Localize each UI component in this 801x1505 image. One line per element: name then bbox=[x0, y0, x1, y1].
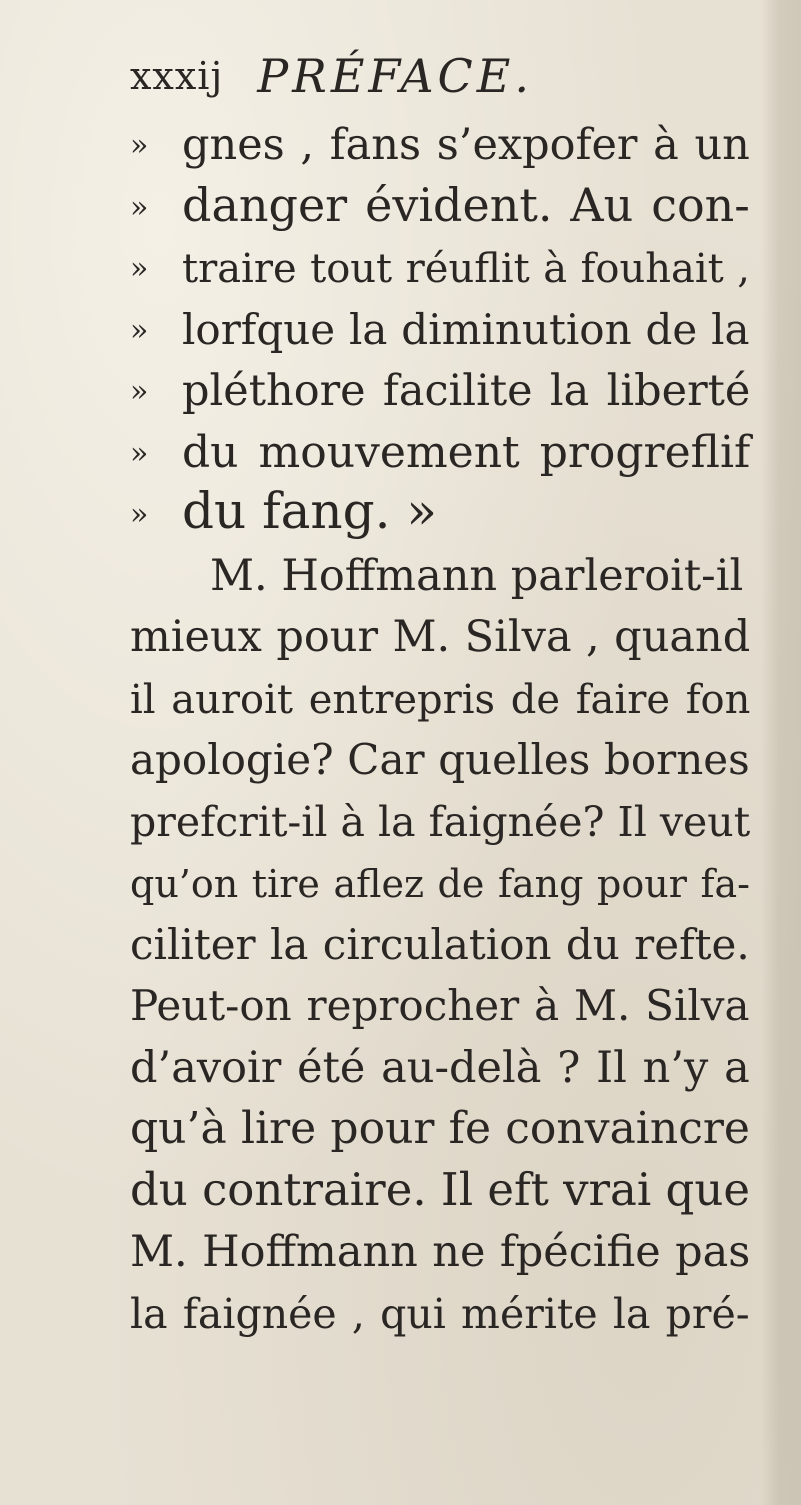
line-text: ciliter la circulation du refte. bbox=[130, 919, 750, 969]
text-line bbox=[130, 174, 750, 236]
line-text: lorfque la diminution de la bbox=[182, 304, 750, 354]
quote-mark: » bbox=[130, 128, 149, 164]
text-line bbox=[130, 604, 750, 666]
line-text: d’avoir été au-delà ? Il n’y a bbox=[130, 1042, 750, 1093]
line-text: la faignée , qui mérite la pré- bbox=[130, 1289, 750, 1338]
line-text: du contraire. Il eft vrai que bbox=[130, 1162, 750, 1216]
line-text: mieux pour M. Silva , quand bbox=[130, 612, 751, 662]
text-line bbox=[130, 358, 750, 420]
text-line bbox=[130, 973, 750, 1035]
quote-mark: » bbox=[130, 497, 149, 533]
text-line bbox=[130, 1158, 750, 1220]
running-title: PRÉFACE. bbox=[257, 49, 533, 103]
text-line bbox=[130, 420, 750, 482]
quote-mark: » bbox=[130, 189, 149, 225]
text-line bbox=[130, 789, 750, 851]
line-text: il auroit entrepris de faire fon bbox=[130, 676, 751, 723]
text-line bbox=[130, 297, 750, 359]
line-text: Peut-on reprocher à M. Silva bbox=[130, 981, 750, 1030]
line-text: prefcrit-il à la faignée? Il veut bbox=[130, 797, 751, 846]
line-text: qu’on tire aflez de fang pour fa- bbox=[130, 862, 751, 906]
text-line bbox=[130, 112, 750, 174]
page-edge-shadow bbox=[761, 0, 801, 1505]
text-line bbox=[130, 727, 750, 789]
line-text: du mouvement progreflif bbox=[182, 426, 751, 478]
line-text: M. Hoffmann parleroit-il bbox=[210, 550, 744, 601]
text-line bbox=[130, 1096, 750, 1158]
line-text: apologie? Car quelles bornes bbox=[130, 735, 750, 784]
quote-mark: » bbox=[130, 251, 149, 287]
text-line bbox=[130, 1219, 750, 1281]
page-number: xxxij bbox=[130, 54, 224, 98]
line-text: danger évident. Au con- bbox=[182, 177, 750, 232]
text-line bbox=[130, 1035, 750, 1097]
text-line bbox=[130, 481, 750, 543]
line-text: du fang. » bbox=[182, 482, 438, 540]
paragraph-start-line bbox=[130, 543, 750, 605]
line-text: pléthore facilite la liberté bbox=[182, 366, 751, 416]
quote-mark: » bbox=[130, 374, 149, 410]
quote-mark: » bbox=[130, 435, 149, 471]
text-line bbox=[130, 235, 750, 297]
line-text: qu’à lire pour fe convaincre bbox=[130, 1103, 750, 1154]
text-line bbox=[130, 666, 750, 728]
text-line bbox=[130, 912, 750, 974]
page-header bbox=[130, 40, 750, 112]
book-page bbox=[130, 40, 750, 1342]
line-text: M. Hoffmann ne fpécifie pas bbox=[130, 1227, 751, 1277]
text-line bbox=[130, 850, 750, 912]
line-text: traire tout réuflit à fouhait , bbox=[182, 246, 750, 292]
line-text: gnes , fans s’expofer à un bbox=[182, 120, 750, 170]
quote-mark: » bbox=[130, 312, 149, 348]
text-line bbox=[130, 1281, 750, 1343]
